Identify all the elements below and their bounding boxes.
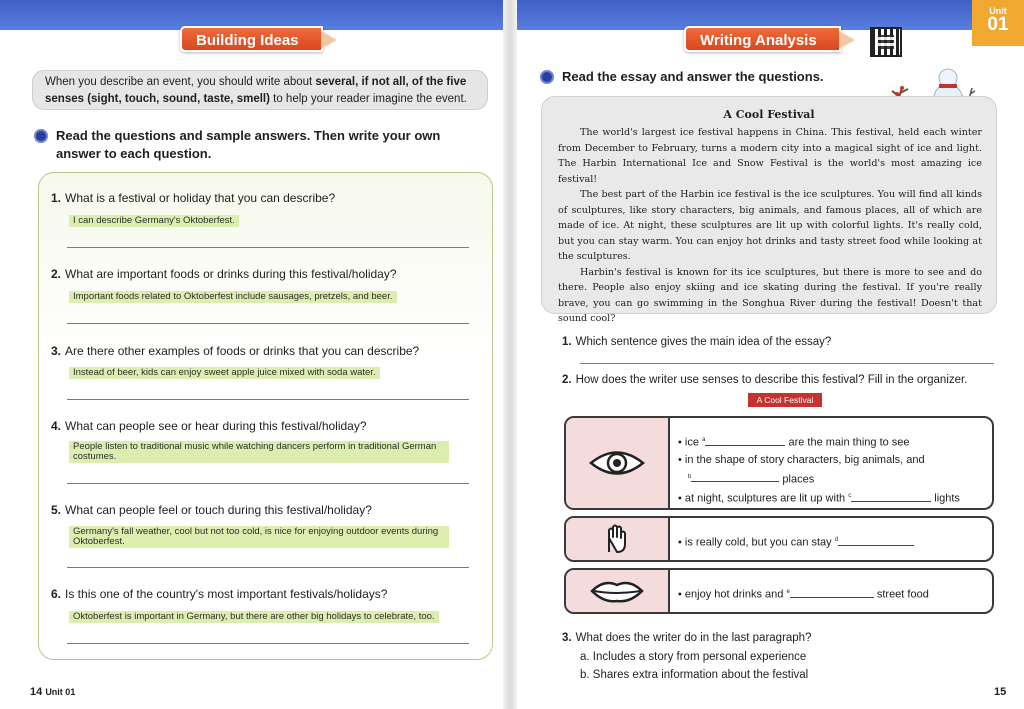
question-text: What can people feel or touch during this festival/holiday? [65, 503, 372, 517]
essay-paragraph-1: The world's largest ice festival happens in China. This festival, held each winter from December to February, turns a modern city into a magical sight of ice and light. The Harbin International Ice and Snow Festival is the world's most amazing ice festival! [558, 127, 982, 185]
answer-line-2[interactable] [67, 323, 469, 324]
section-title-text: Building Ideas [196, 32, 299, 49]
page-number: 14 [30, 686, 43, 698]
question-text: What is a festival or holiday that you can describe? [65, 191, 336, 205]
essay-paragraph-3: Harbin's festival is known for its ice sculptures, but there is more to see and do there. People also enjoy skiing and ice skating during the festival. If you're really brave, you can go swimming in the Songhua River during the festival! Doesn't that sound cool? [558, 266, 982, 324]
option-a[interactable] [580, 651, 806, 663]
touch-line-1: • is really cold, but you can stay $^d$ [678, 532, 914, 552]
taste-lines [678, 584, 929, 604]
organizer-text: ice [684, 436, 699, 449]
sample-answer-6: Oktoberfest is important in Germany, but there are other big holidays to celebrate, too. [69, 611, 439, 623]
blank-c-field[interactable] [851, 492, 931, 502]
section-title-text: Writing Analysis [700, 32, 817, 49]
question-3 [51, 344, 419, 358]
organizer-text: street food [876, 588, 929, 601]
question-number: 3. [51, 344, 62, 358]
hexagon-bullet-icon [34, 129, 48, 143]
blank-e-field[interactable] [790, 588, 874, 598]
question-6 [51, 587, 387, 601]
sample-answer-5: Germany's fall weather, cool but not too cold, is nice for enjoying outdoor events during Oktoberfest. [69, 526, 449, 548]
right-instruction [562, 68, 824, 86]
touch-lines [678, 532, 914, 552]
organizer-text: at night, sculptures are lit up with [684, 492, 846, 505]
hexagon-bullet-icon [540, 70, 554, 84]
tip-text-post: to help your reader imagine the event. [269, 93, 467, 105]
essay-paragraph-2: The best part of the Harbin ice festival is the ice sculptures. You will find all kinds of sculptures, like story characters, big animals, and famous places, all of which are made of ice. At night, these sculptures are lit up with colorful lights. It's really cold, but you can stay warm. You can enjoy hot drinks and tasty street food while looking at the sculptures. [558, 189, 982, 262]
option-letter: b. [580, 669, 590, 681]
analysis-question-3 [562, 632, 811, 644]
answer-line-5[interactable] [67, 567, 469, 568]
blank-marker: c [848, 493, 852, 500]
question-4 [51, 419, 367, 433]
right-page-number: 15 [994, 686, 1007, 698]
organizer-text: is really cold, but you can stay [684, 536, 832, 549]
right-instruction-text: Read the essay and answer the questions. [562, 69, 824, 84]
question-text: What can people see or hear during this festival/holiday? [65, 419, 367, 433]
organizer-text: are the main thing to see [788, 436, 910, 449]
section-title-building-ideas [180, 26, 323, 52]
sample-answer-4: People listen to traditional music while watching dancers perform in traditional German costumes. [69, 441, 449, 463]
hand-icon [566, 518, 670, 560]
question-text: Which sentence gives the main idea of the essay? [575, 336, 832, 348]
section-title-writing-analysis [684, 26, 841, 52]
left-instruction-text: Read the questions and sample answers. Then write your own answer to each question. [56, 128, 441, 161]
blank-marker: d [834, 537, 839, 543]
unit-tab [972, 0, 1024, 46]
question-5 [51, 503, 372, 517]
question-number: 6. [51, 587, 62, 601]
qr-code-icon[interactable] [870, 27, 902, 57]
sample-answer-1: I can describe Germany's Oktoberfest. [69, 215, 239, 227]
essay-title: A Cool Festival [723, 108, 815, 121]
unit-label: Unit 01 [45, 687, 76, 697]
tip-text-bold2: senses (sight, touch, sound, taste, smell) [45, 93, 270, 105]
organizer-text: enjoy hot drinks and [684, 588, 784, 601]
organizer-text: places [782, 473, 815, 486]
left-page-number [30, 686, 75, 698]
question-1 [51, 191, 335, 205]
unit-tab-label: Unit [989, 6, 1007, 16]
analysis-question-2 [562, 374, 967, 386]
analysis-question-1 [562, 336, 831, 348]
pencil-tip-icon [839, 31, 855, 49]
left-instruction [56, 127, 476, 163]
eye-icon [566, 418, 670, 508]
sight-line-3 [678, 469, 960, 489]
blank-a-field[interactable] [705, 436, 785, 446]
option-letter: a. [580, 651, 590, 663]
organizer-row-sight [564, 416, 994, 510]
question-text: How does the writer use senses to describe this festival? Fill in the organizer. [575, 374, 968, 386]
question-2 [51, 267, 397, 281]
blank-marker: a [702, 437, 706, 443]
answer-line-6[interactable] [67, 643, 469, 644]
question-number: 1. [51, 191, 62, 205]
organizer-text: in the shape of story characters, big animals, and [684, 453, 925, 466]
answer-line-main-idea[interactable] [580, 363, 994, 364]
question-number: 2. [562, 374, 572, 386]
question-number: 4. [51, 419, 62, 433]
lips-icon [566, 570, 670, 612]
question-number: 1. [562, 336, 572, 348]
option-b[interactable] [580, 669, 808, 681]
organizer-label: A Cool Festival [748, 393, 822, 407]
pencil-tip-icon [321, 31, 337, 49]
organizer-row-touch [564, 516, 994, 562]
question-text: What are important foods or drinks during this festival/holiday? [65, 267, 397, 281]
answer-line-4[interactable] [67, 483, 469, 484]
sight-lines [678, 432, 960, 508]
sight-line-4: • at night, sculptures are lit up with $^c$ lights [678, 492, 960, 505]
tip-box [32, 70, 488, 110]
option-text: Shares extra information about the festival [592, 669, 809, 681]
sight-line-1: • ice $^a$ are the main thing to see [678, 436, 910, 449]
sight-line-2: • in the shape of story characters, big animals, and [678, 453, 925, 466]
taste-line-1: • enjoy hot drinks and $^e$ street food [678, 588, 929, 601]
blank-b-field[interactable] [691, 472, 779, 482]
blank-marker: e [786, 589, 790, 595]
question-text: What does the writer do in the last paragraph? [575, 632, 812, 644]
blank-marker: b [688, 473, 692, 480]
sample-answer-2: Important foods related to Oktoberfest include sausages, pretzels, and beer. [69, 291, 397, 303]
option-text: Includes a story from personal experience [592, 651, 807, 663]
answer-line-1[interactable] [67, 247, 469, 248]
questions-panel [38, 172, 493, 660]
question-number: 2. [51, 267, 62, 281]
essay-box [541, 96, 997, 324]
organizer-text: lights [934, 492, 960, 505]
question-number: 5. [51, 503, 62, 517]
question-number: 3. [562, 632, 572, 644]
unit-tab-number: 01 [987, 14, 1009, 35]
question-text: Are there other examples of foods or drinks that you can describe? [65, 344, 420, 358]
blank-d-field[interactable] [838, 536, 914, 546]
answer-line-3[interactable] [67, 399, 469, 400]
sample-answer-3: Instead of beer, kids can enjoy sweet apple juice mixed with soda water. [69, 367, 380, 379]
question-text: Is this one of the country's most important festivals/holidays? [65, 587, 388, 601]
organizer-row-taste [564, 568, 994, 614]
book-gutter [503, 0, 517, 709]
tip-text-pre: When you describe an event, you should write about [45, 76, 316, 88]
tip-text-bold1: several, if not all, of the five [315, 76, 467, 88]
